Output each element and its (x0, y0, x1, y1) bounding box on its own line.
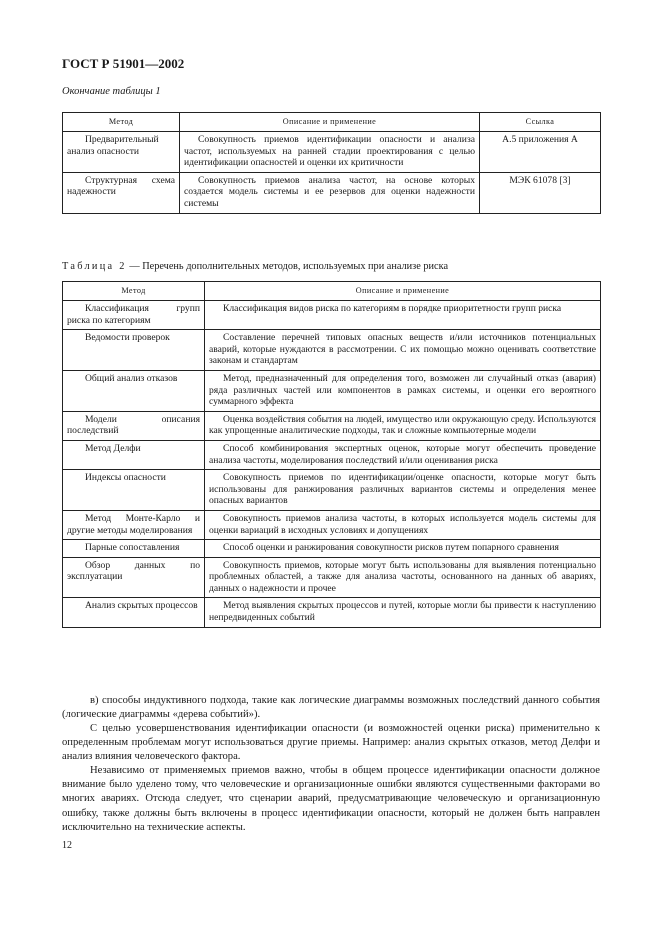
table1-header-reference: Ссылка (480, 113, 601, 132)
table1 (62, 112, 601, 214)
table1-cell-method: Структурная схема надежности (63, 172, 180, 213)
table-row (63, 411, 601, 440)
table-row (63, 172, 601, 213)
table2-cell-description: Классификация видов риска по категориям в порядке приоритетности групп риска (205, 301, 601, 330)
table-row (63, 301, 601, 330)
table2-cell-description: Совокупность приемов по идентификации/оценке опасности, которые могут быть использованы для ранжирования различных вариантов системы и определения менее опасных вариантов (205, 470, 601, 511)
document-code: ГОСТ Р 51901—2002 (62, 56, 185, 71)
table2-cell-method: Парные сопоставления (63, 540, 205, 558)
table2-cell-description: Метод выявления скрытых процессов и путей, которые могли бы привести к наступлению непредвиденных событий (205, 598, 601, 627)
table1-header-row (63, 113, 601, 132)
table2-header-description: Описание и применение (205, 282, 601, 301)
table2-header-row (63, 282, 601, 301)
table1-cell-method: Предварительный анализ опасности (63, 132, 180, 173)
table2-cell-method: Анализ скрытых процессов (63, 598, 205, 627)
table1-cell-description: Совокупность приемов анализа частот, на основе которых создается модель системы и ее резервов для оценки надежности системы (180, 172, 480, 213)
table1-header-description: Описание и применение (180, 113, 480, 132)
table2-cell-method: Классификация групп риска по категориям (63, 301, 205, 330)
table2-cell-method: Индексы опасности (63, 470, 205, 511)
table2-cell-description: Совокупность приемов, которые могут быть использованы для выявления потенциально проблемных областей, а также для анализа частоты, основанного на данных об авариях, данных о надежности и прочее (205, 557, 601, 598)
table2-cell-description: Способ комбинирования экспертных оценок, которые могут обеспечить проведение анализа частоты, моделирования последствий и/или оценивания риска (205, 440, 601, 469)
table2-header-method: Метод (63, 282, 205, 301)
table-row (63, 540, 601, 558)
body-paragraph: Независимо от применяемых приемов важно, чтобы в общем процессе идентификации опасности должное внимание было уделено тому, что человеческие и организационные ошибки являются существенными факторами во многих авариях. Отсюда следует, что сценарии аварий, предусматривающие человеческую и организационную ошибку, также должны быть включены в процесс идентификации опасности, который не должен быть направлен исключительно на технические аспекты. (62, 765, 600, 833)
table2-cell-description: Составление перечней типовых опасных веществ и/или источников потенциальных аварий, которые нуждаются в рассмотрении. С их помощью можно оценивать соответствие законам и стандартам (205, 330, 601, 371)
table2-caption-label: Таблица 2 (62, 261, 127, 272)
body-paragraph: С целью усовершенствования идентификации опасности (и возможностей оценки риска) применительно к определенным проблемам могут использоваться другие приемы. Например: анализ скрытых отказов, метод Делфи и анализ влияния человеческого фактора. (62, 723, 600, 763)
table2-cell-description: Оценка воздействия события на людей, имущество или окружающую среду. Используются как упрощенные аналитические подходы, так и сложные компьютерные модели (205, 411, 601, 440)
table2-cell-description: Совокупность приемов анализа частоты, в которых используется модель системы для оценки вариаций в исходных условиях и допущениях (205, 510, 601, 539)
page-number: 12 (62, 840, 72, 851)
table-row (63, 598, 601, 627)
table2-cell-method: Обзор данных по эксплуатации (63, 557, 205, 598)
table2-cell-method: Метод Монте-Карло и другие методы моделирования (63, 510, 205, 539)
table1-cell-reference: МЭК 61078 [3] (480, 172, 601, 213)
table-row (63, 440, 601, 469)
table-row (63, 470, 601, 511)
table1-continuation-caption: Окончание таблицы 1 (62, 86, 161, 97)
table-row (63, 510, 601, 539)
table-row (63, 370, 601, 411)
table-row (63, 330, 601, 371)
table1-header-method: Метод (63, 113, 180, 132)
table2-caption (62, 261, 448, 272)
table2-cell-description: Метод, предназначенный для определения того, возможен ли случайный отказ (авария) ряда различных частей или компонентов в рамках системы, и оценки его вероятного суммарного эффекта (205, 370, 601, 411)
body-paragraph: в) способы индуктивного подхода, такие как логические диаграммы возможных последствий данного события (логические диаграммы «дерева событий»). (62, 695, 600, 721)
table2-cell-description: Способ оценки и ранжирования совокупности рисков путем попарного сравнения (205, 540, 601, 558)
table2-cell-method: Ведомости проверок (63, 330, 205, 371)
table-row (63, 132, 601, 173)
table2-cell-method: Метод Делфи (63, 440, 205, 469)
table2-cell-method: Модели описания последствий (63, 411, 205, 440)
table2-cell-method: Общий анализ отказов (63, 370, 205, 411)
table-row (63, 557, 601, 598)
table2 (62, 281, 601, 628)
table1-cell-description: Совокупность приемов идентификации опасности и анализа частот, используемых на ранней стадии проектирования с целью идентификации опасностей и оценки их критичности (180, 132, 480, 173)
table2-caption-text: — Перечень дополнительных методов, используемых при анализе риска (126, 261, 449, 272)
table1-cell-reference: А.5 приложения А (480, 132, 601, 173)
